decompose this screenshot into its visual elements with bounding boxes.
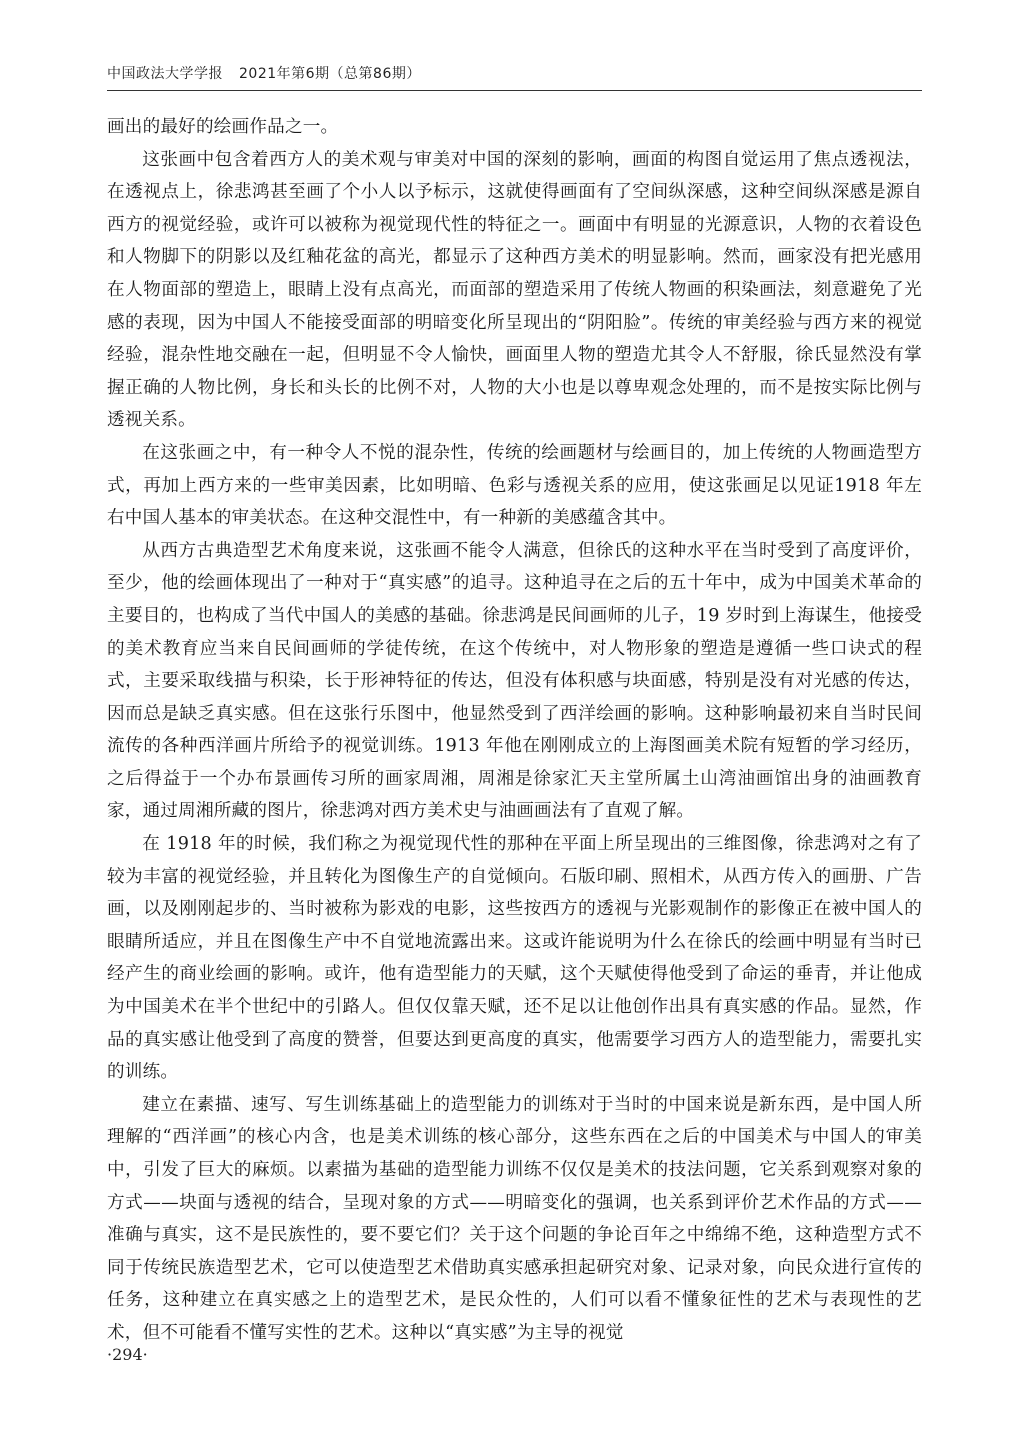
- paragraph: 这张画中包含着西方人的美术观与审美对中国的深刻的影响，画面的构图自觉运用了焦点透视法，在透视点上，徐悲鸿甚至画了个小人以予标示，这就使得画面有了空间纵深感，这种空间纵深感是源自西方的视觉经验，或许可以被称为视觉现代性的特征之一。画面中有明显的光源意识，人物的衣着设色和人物脚下的阴影以及红釉花盆的高光，都显示了这种西方美术的明显影响。然而，画家没有把光感用在人物面部的塑造上，眼睛上没有点高光，而面部的塑造采用了传统人物画的积染画法，刻意避免了光感的表现，因为中国人不能接受面部的明暗变化所呈现出的“阴阳脸”。传统的审美经验与西方来的视觉经验，混杂性地交融在一起，但明显不令人愉快，画面里人物的塑造尤其令人不舒服，徐氏显然没有掌握正确的人物比例，身长和头长的比例不对，人物的大小也是以尊卑观念处理的，而不是按实际比例与透视关系。: [107, 149, 922, 431]
- paragraph: 建立在素描、速写、写生训练基础上的造型能力的训练对于当时的中国来说是新东西，是中国人所理解的“西洋画”的核心内含，也是美术训练的核心部分，这些东西在之后的中国美术与中国人的审美中，引发了巨大的麻烦。以素描为基础的造型能力训练不仅仅是美术的技法问题，它关系到观察对象的方式——块面与透视的结合，呈现对象的方式——明暗变化的强调，也关系到评价艺术作品的方式——准确与真实，这不是民族性的，要不要它们？关于这个问题的争论百年之中绵绵不绝，这种造型方式不同于传统民族造型艺术，它可以使造型艺术借助真实感承担起研究对象、记录对象，向民众进行宣传的任务，这种建立在真实感之上的造型艺术，是民众性的，人们可以看不懂象征性的艺术与表现性的艺术，但不可能看不懂写实性的艺术。这种以“真实感”为主导的视觉: [107, 1094, 922, 1343]
- paragraph: 在这张画之中，有一种令人不悦的混杂性，传统的绘画题材与绘画目的，加上传统的人物画造型方式，再加上西方来的一些审美因素，比如明暗、色彩与透视关系的应用，使这张画足以见证1918 年左右中国人基本的审美状态。在这种交混性中，有一种新的美感蕴含其中。: [107, 442, 922, 529]
- page-number: ·294·: [107, 1345, 148, 1364]
- article-body: [107, 111, 922, 1350]
- running-header: [107, 62, 922, 91]
- paragraph-continuation: 画出的最好的绘画作品之一。: [107, 117, 339, 137]
- journal-title: 中国政法大学学报: [107, 66, 223, 82]
- paragraph: 在 1918 年的时候，我们称之为视觉现代性的那种在平面上所呈现出的三维图像，徐悲鸿对之有了较为丰富的视觉经验，并且转化为图像生产的自觉倾向。石版印刷、照相术，从西方传入的画册、广告画，以及刚刚起步的、当时被称为影戏的电影，这些按西方的透视与光影观制作的影像正在被中国人的眼睛所适应，并且在图像生产中不自觉地流露出来。这或许能说明为什么在徐氏的绘画中明显有当时已经产生的商业绘画的影响。或许，他有造型能力的天赋，这个天赋使得他受到了命运的垂青，并让他成为中国美术在半个世纪中的引路人。但仅仅靠天赋，还不足以让他创作出具有真实感的作品。显然，作品的真实感让他受到了高度的赞誉，但要达到更高度的真实，他需要学习西方人的造型能力，需要扎实的训练。: [107, 834, 922, 1083]
- paragraph: 从西方古典造型艺术角度来说，这张画不能令人满意，但徐氏的这种水平在当时受到了高度评价，至少，他的绘画体现出了一种对于“真实感”的追寻。这种追寻在之后的五十年中，成为中国美术革命的主要目的，也构成了当代中国人的美感的基础。徐悲鸿是民间画师的儿子，19 岁时到上海谋生，他接受的美术教育应当来自民间画师的学徒传统，在这个传统中，对人物形象的塑造是遵循一些口诀式的程式，主要采取线描与积染，长于形神特征的传达，但没有体积感与块面感，特别是没有对光感的传达，因而总是缺乏真实感。但在这张行乐图中，他显然受到了西洋绘画的影响。这种影响最初来自当时民间流传的各种西洋画片所给予的视觉训练。1913 年他在刚刚成立的上海图画美术院有短暂的学习经历，之后得益于一个办布景画传习所的画家周湘，周湘是徐家汇天主堂所属土山湾油画馆出身的油画教育家，通过周湘所藏的图片，徐悲鸿对西方美术史与油画画法有了直观了解。: [107, 540, 922, 822]
- issue-info: 2021年第6期（总第86期）: [239, 66, 421, 82]
